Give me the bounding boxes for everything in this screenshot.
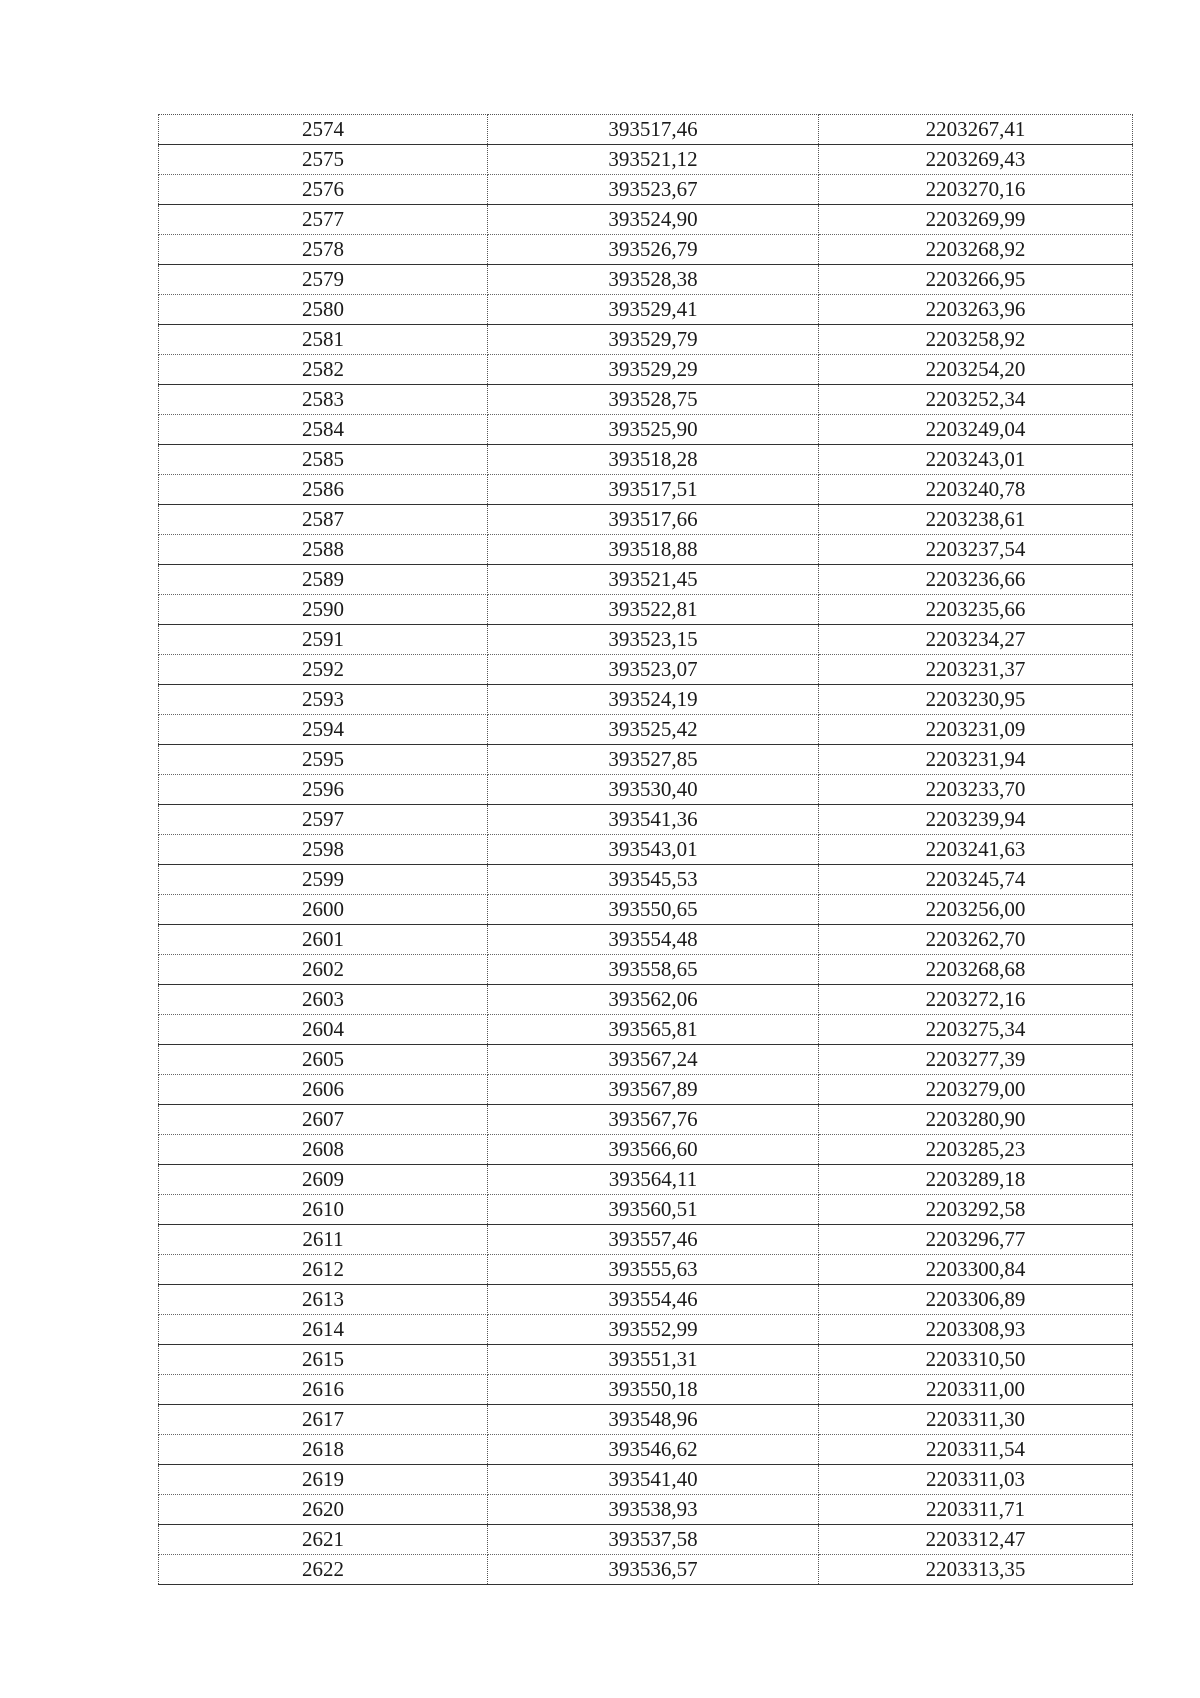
x-coordinate-cell: 393555,63: [488, 1255, 819, 1285]
table-row: [159, 1015, 1133, 1045]
x-coordinate-cell: 393554,48: [488, 925, 819, 955]
y-coordinate-cell: 2203310,50: [819, 1345, 1133, 1375]
point-number-cell: 2612: [159, 1255, 488, 1285]
y-coordinate-cell: 2203306,89: [819, 1285, 1133, 1315]
point-number-cell: 2614: [159, 1315, 488, 1345]
x-coordinate-cell: 393567,24: [488, 1045, 819, 1075]
y-coordinate-cell: 2203262,70: [819, 925, 1133, 955]
y-coordinate-cell: 2203239,94: [819, 805, 1133, 835]
point-number-cell: 2621: [159, 1525, 488, 1555]
table-row: [159, 565, 1133, 595]
y-coordinate-cell: 2203231,37: [819, 655, 1133, 685]
table-row: [159, 355, 1133, 385]
x-coordinate-cell: 393545,53: [488, 865, 819, 895]
point-number-cell: 2604: [159, 1015, 488, 1045]
table-row: [159, 205, 1133, 235]
point-number-cell: 2619: [159, 1465, 488, 1495]
table-row: [159, 1195, 1133, 1225]
table-row: [159, 1105, 1133, 1135]
table-row: [159, 1285, 1133, 1315]
x-coordinate-cell: 393530,40: [488, 775, 819, 805]
y-coordinate-cell: 2203243,01: [819, 445, 1133, 475]
y-coordinate-cell: 2203275,34: [819, 1015, 1133, 1045]
x-coordinate-cell: 393521,45: [488, 565, 819, 595]
y-coordinate-cell: 2203308,93: [819, 1315, 1133, 1345]
y-coordinate-cell: 2203311,00: [819, 1375, 1133, 1405]
x-coordinate-cell: 393517,46: [488, 115, 819, 145]
point-number-cell: 2598: [159, 835, 488, 865]
table-row: [159, 715, 1133, 745]
x-coordinate-cell: 393521,12: [488, 145, 819, 175]
point-number-cell: 2613: [159, 1285, 488, 1315]
table-row: [159, 415, 1133, 445]
table-row: [159, 505, 1133, 535]
point-number-cell: 2618: [159, 1435, 488, 1465]
y-coordinate-cell: 2203280,90: [819, 1105, 1133, 1135]
point-number-cell: 2622: [159, 1555, 488, 1585]
y-coordinate-cell: 2203312,47: [819, 1525, 1133, 1555]
table-row: [159, 1225, 1133, 1255]
x-coordinate-cell: 393564,11: [488, 1165, 819, 1195]
point-number-cell: 2601: [159, 925, 488, 955]
x-coordinate-cell: 393523,67: [488, 175, 819, 205]
x-coordinate-cell: 393526,79: [488, 235, 819, 265]
x-coordinate-cell: 393518,28: [488, 445, 819, 475]
point-number-cell: 2599: [159, 865, 488, 895]
x-coordinate-cell: 393527,85: [488, 745, 819, 775]
x-coordinate-cell: 393529,29: [488, 355, 819, 385]
y-coordinate-cell: 2203266,95: [819, 265, 1133, 295]
point-number-cell: 2595: [159, 745, 488, 775]
point-number-cell: 2590: [159, 595, 488, 625]
y-coordinate-cell: 2203245,74: [819, 865, 1133, 895]
table-row: [159, 925, 1133, 955]
x-coordinate-cell: 393567,76: [488, 1105, 819, 1135]
table-row: [159, 325, 1133, 355]
point-number-cell: 2579: [159, 265, 488, 295]
point-number-cell: 2608: [159, 1135, 488, 1165]
y-coordinate-cell: 2203267,41: [819, 115, 1133, 145]
table-row: [159, 865, 1133, 895]
point-number-cell: 2587: [159, 505, 488, 535]
table-row: [159, 685, 1133, 715]
table-row: [159, 475, 1133, 505]
point-number-cell: 2593: [159, 685, 488, 715]
table-row: [159, 1165, 1133, 1195]
table-row: [159, 805, 1133, 835]
table-row: [159, 895, 1133, 925]
point-number-cell: 2616: [159, 1375, 488, 1405]
x-coordinate-cell: 393517,51: [488, 475, 819, 505]
y-coordinate-cell: 2203311,03: [819, 1465, 1133, 1495]
point-number-cell: 2581: [159, 325, 488, 355]
y-coordinate-cell: 2203236,66: [819, 565, 1133, 595]
y-coordinate-cell: 2203311,30: [819, 1405, 1133, 1435]
table-row: [159, 775, 1133, 805]
y-coordinate-cell: 2203254,20: [819, 355, 1133, 385]
table-row: [159, 1495, 1133, 1525]
point-number-cell: 2610: [159, 1195, 488, 1225]
y-coordinate-cell: 2203249,04: [819, 415, 1133, 445]
point-number-cell: 2580: [159, 295, 488, 325]
table-row: [159, 745, 1133, 775]
x-coordinate-cell: 393565,81: [488, 1015, 819, 1045]
table-row: [159, 1435, 1133, 1465]
y-coordinate-cell: 2203256,00: [819, 895, 1133, 925]
table-row: [159, 535, 1133, 565]
x-coordinate-cell: 393541,36: [488, 805, 819, 835]
point-number-cell: 2585: [159, 445, 488, 475]
y-coordinate-cell: 2203237,54: [819, 535, 1133, 565]
point-number-cell: 2578: [159, 235, 488, 265]
table-row: [159, 265, 1133, 295]
x-coordinate-cell: 393552,99: [488, 1315, 819, 1345]
x-coordinate-cell: 393554,46: [488, 1285, 819, 1315]
coordinates-table-body: [159, 115, 1133, 1585]
y-coordinate-cell: 2203269,99: [819, 205, 1133, 235]
x-coordinate-cell: 393567,89: [488, 1075, 819, 1105]
table-row: [159, 655, 1133, 685]
x-coordinate-cell: 393518,88: [488, 535, 819, 565]
x-coordinate-cell: 393558,65: [488, 955, 819, 985]
x-coordinate-cell: 393522,81: [488, 595, 819, 625]
point-number-cell: 2615: [159, 1345, 488, 1375]
y-coordinate-cell: 2203268,68: [819, 955, 1133, 985]
point-number-cell: 2583: [159, 385, 488, 415]
table-row: [159, 625, 1133, 655]
x-coordinate-cell: 393550,18: [488, 1375, 819, 1405]
y-coordinate-cell: 2203277,39: [819, 1045, 1133, 1075]
table-row: [159, 145, 1133, 175]
y-coordinate-cell: 2203252,34: [819, 385, 1133, 415]
y-coordinate-cell: 2203292,58: [819, 1195, 1133, 1225]
table-row: [159, 985, 1133, 1015]
table-row: [159, 1525, 1133, 1555]
point-number-cell: 2603: [159, 985, 488, 1015]
point-number-cell: 2575: [159, 145, 488, 175]
table-row: [159, 1405, 1133, 1435]
x-coordinate-cell: 393566,60: [488, 1135, 819, 1165]
table-row: [159, 445, 1133, 475]
x-coordinate-cell: 393551,31: [488, 1345, 819, 1375]
point-number-cell: 2576: [159, 175, 488, 205]
table-row: [159, 1135, 1133, 1165]
point-number-cell: 2594: [159, 715, 488, 745]
y-coordinate-cell: 2203285,23: [819, 1135, 1133, 1165]
point-number-cell: 2588: [159, 535, 488, 565]
y-coordinate-cell: 2203311,54: [819, 1435, 1133, 1465]
point-number-cell: 2606: [159, 1075, 488, 1105]
point-number-cell: 2597: [159, 805, 488, 835]
y-coordinate-cell: 2203233,70: [819, 775, 1133, 805]
point-number-cell: 2596: [159, 775, 488, 805]
point-number-cell: 2584: [159, 415, 488, 445]
table-row: [159, 1255, 1133, 1285]
x-coordinate-cell: 393528,75: [488, 385, 819, 415]
table-row: [159, 235, 1133, 265]
y-coordinate-cell: 2203269,43: [819, 145, 1133, 175]
x-coordinate-cell: 393560,51: [488, 1195, 819, 1225]
y-coordinate-cell: 2203268,92: [819, 235, 1133, 265]
table-row: [159, 175, 1133, 205]
y-coordinate-cell: 2203238,61: [819, 505, 1133, 535]
x-coordinate-cell: 393543,01: [488, 835, 819, 865]
point-number-cell: 2609: [159, 1165, 488, 1195]
x-coordinate-cell: 393523,07: [488, 655, 819, 685]
point-number-cell: 2611: [159, 1225, 488, 1255]
x-coordinate-cell: 393525,42: [488, 715, 819, 745]
y-coordinate-cell: 2203240,78: [819, 475, 1133, 505]
y-coordinate-cell: 2203296,77: [819, 1225, 1133, 1255]
x-coordinate-cell: 393546,62: [488, 1435, 819, 1465]
x-coordinate-cell: 393557,46: [488, 1225, 819, 1255]
y-coordinate-cell: 2203272,16: [819, 985, 1133, 1015]
table-row: [159, 385, 1133, 415]
y-coordinate-cell: 2203231,94: [819, 745, 1133, 775]
x-coordinate-cell: 393517,66: [488, 505, 819, 535]
point-number-cell: 2574: [159, 115, 488, 145]
y-coordinate-cell: 2203279,00: [819, 1075, 1133, 1105]
table-row: [159, 1045, 1133, 1075]
y-coordinate-cell: 2203234,27: [819, 625, 1133, 655]
point-number-cell: 2582: [159, 355, 488, 385]
table-row: [159, 1345, 1133, 1375]
x-coordinate-cell: 393538,93: [488, 1495, 819, 1525]
point-number-cell: 2605: [159, 1045, 488, 1075]
table-row: [159, 1465, 1133, 1495]
table-row: [159, 1375, 1133, 1405]
x-coordinate-cell: 393528,38: [488, 265, 819, 295]
x-coordinate-cell: 393536,57: [488, 1555, 819, 1585]
y-coordinate-cell: 2203300,84: [819, 1255, 1133, 1285]
coordinates-table: [158, 114, 1133, 1585]
x-coordinate-cell: 393548,96: [488, 1405, 819, 1435]
x-coordinate-cell: 393529,41: [488, 295, 819, 325]
point-number-cell: 2602: [159, 955, 488, 985]
x-coordinate-cell: 393562,06: [488, 985, 819, 1015]
table-row: [159, 595, 1133, 625]
x-coordinate-cell: 393541,40: [488, 1465, 819, 1495]
table-row: [159, 835, 1133, 865]
table-row: [159, 295, 1133, 325]
y-coordinate-cell: 2203241,63: [819, 835, 1133, 865]
y-coordinate-cell: 2203230,95: [819, 685, 1133, 715]
x-coordinate-cell: 393525,90: [488, 415, 819, 445]
y-coordinate-cell: 2203231,09: [819, 715, 1133, 745]
point-number-cell: 2617: [159, 1405, 488, 1435]
y-coordinate-cell: 2203258,92: [819, 325, 1133, 355]
point-number-cell: 2586: [159, 475, 488, 505]
y-coordinate-cell: 2203235,66: [819, 595, 1133, 625]
point-number-cell: 2592: [159, 655, 488, 685]
x-coordinate-cell: 393524,90: [488, 205, 819, 235]
point-number-cell: 2577: [159, 205, 488, 235]
x-coordinate-cell: 393524,19: [488, 685, 819, 715]
y-coordinate-cell: 2203270,16: [819, 175, 1133, 205]
table-row: [159, 955, 1133, 985]
x-coordinate-cell: 393550,65: [488, 895, 819, 925]
table-row: [159, 1315, 1133, 1345]
table-row: [159, 115, 1133, 145]
table-row: [159, 1555, 1133, 1585]
point-number-cell: 2589: [159, 565, 488, 595]
point-number-cell: 2607: [159, 1105, 488, 1135]
table-row: [159, 1075, 1133, 1105]
x-coordinate-cell: 393537,58: [488, 1525, 819, 1555]
x-coordinate-cell: 393523,15: [488, 625, 819, 655]
y-coordinate-cell: 2203313,35: [819, 1555, 1133, 1585]
point-number-cell: 2620: [159, 1495, 488, 1525]
y-coordinate-cell: 2203311,71: [819, 1495, 1133, 1525]
x-coordinate-cell: 393529,79: [488, 325, 819, 355]
y-coordinate-cell: 2203263,96: [819, 295, 1133, 325]
point-number-cell: 2600: [159, 895, 488, 925]
point-number-cell: 2591: [159, 625, 488, 655]
y-coordinate-cell: 2203289,18: [819, 1165, 1133, 1195]
coordinates-table-container: [158, 114, 1132, 1585]
